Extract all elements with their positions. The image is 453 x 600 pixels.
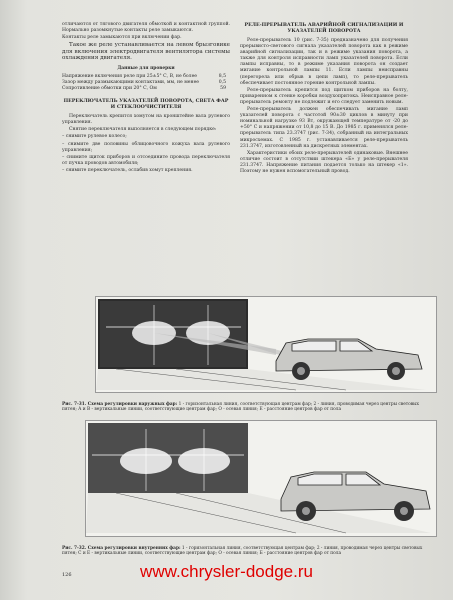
figure-inner-headlights — [85, 420, 437, 537]
inner-headlights-diagram-icon — [86, 421, 436, 536]
intro-line-1: отличаются от тягового двигателя обмоткой и контактной группой. Нормально разомкнутые контакты реле замыкаются. — [62, 22, 230, 34]
body-paragraph: Реле-прерыватель 10 (рис. 7-35) предназначено для получения прерывисто-светового сигнала указателей поворота как в режиме аварийной сигнализации, так и в режиме указания поворота, а также для контроля исправности ламп указателей поворота. Если лампы исправны, то в режиме указания поворота он создает мигание контрольной лампы 11. Если лампы неисправны (перегорела или обрыв в цепи ламп), то реле-прерыватель обеспечивает постоянное горение контрольной лампы. — [240, 38, 408, 86]
section-title-switch: ПЕРЕКЛЮЧАТЕЛЬ УКАЗАТЕЛЕЙ ПОВОРОТА, СВЕТА ФАР И СТЕКЛООЧИСТИТЕЛЯ — [63, 98, 229, 111]
caption-figure-2 — [62, 546, 434, 557]
lead-paragraph: Такое же реле устанавливается на левом брызговике для включения электродвигателя вентилятора системы охлаждения двигателя. — [62, 42, 230, 62]
left-column — [62, 22, 230, 175]
body-list-item: – снимите щиток приборов и отсоедините провода переключателя от пучка проводов автомобиля; — [62, 154, 230, 166]
spec-value: 0,5 — [218, 79, 226, 85]
caption-figure-1 — [62, 402, 434, 413]
caption-body: 1 - горизонтальная линия, соответствующая центрам фар; 2 - линия, проводимая через центры световых пятен; А и В - вертикальные линии, соответствующие центрам фар; О - осевая линия; Е - расстояние центров фар от пола — [62, 402, 419, 413]
figure-outer-headlights — [95, 296, 437, 393]
specs-title: Данные для проверки — [117, 65, 175, 71]
body-list-item: – снимите рулевое колесо; — [62, 134, 127, 140]
body-paragraph: Реле-прерыватель крепится под щитком приборов на болту, приваренном к стенке коробки воздухопритока. Неисправное реле-прерыватель ремонту не подлежит и его следует заменить новым. — [240, 87, 408, 105]
right-column — [240, 22, 408, 176]
body-list-item: – снимите переключатель, ослабив хомут крепления. — [62, 167, 193, 173]
caption-title: Рис. 7-31. Схема регулировки наружных фар: — [62, 402, 178, 407]
spec-label: Зазор между размыкающими контактами, мм, не менее — [62, 79, 200, 85]
body-paragraph: Снятие переключателя выполняется в следующем порядке: — [69, 127, 217, 133]
spec-value: 8,5 — [218, 73, 226, 79]
caption-body: 1 - горизонтальная линия, соответствующая центрам фар; 2 - линия, проводимая через центры световых пятен; С и Е - вертикальные линии, соответствующие центрам фар; О - осевая линия; Б - расстояние центров фар от пола — [62, 546, 423, 557]
body-paragraph: Переключатель крепится хомутом на кронштейне вала рулевого управления. — [62, 114, 230, 126]
watermark: www.chrysler-dodge.ru — [140, 562, 313, 581]
intro-line-2: Контакты реле замыкаются при включении фар. — [62, 35, 182, 41]
specs-list — [62, 74, 230, 92]
body-paragraph: Характеристики обоих реле-прерывателей одинаковые. Внешнее отличие состоит в отсутствии штекера «Б» у реле-прерывателя 231.3747. Напряжение питания подается только на штекер «1». Поэтому не нужен вспомогательный провод. — [240, 150, 408, 174]
outer-headlights-diagram-icon — [96, 297, 436, 392]
spec-value: 59 — [220, 86, 226, 92]
body-list-item: – снимите две половины облицовочного кожуха вала рулевого управления; — [62, 141, 230, 153]
body-paragraph: Реле-прерыватель должен обеспечивать мигание ламп указателей поворота с частотой 90±30 циклов в минуту при номинальной нагрузке 93 Вт, окружающей температуре от -20 до +50° С и напряжении от 10,8 до 15 В. До 1985 г. применялся реле-прерыватель типа 23.3747 (рис. 7-34), собранный на интегральных микросхемах. С 1985 г. устанавливается реле-прерыватель 231.3747, изготовленный на дискретных элементах. — [240, 107, 408, 149]
page-number: 126 — [62, 572, 72, 578]
spec-row — [62, 86, 230, 92]
section-title-relay: РЕЛЕ-ПРЕРЫВАТЕЛЬ АВАРИЙНОЙ СИГНАЛИЗАЦИИ И УКАЗАТЕЛЕЙ ПОВОРОТА — [244, 22, 404, 34]
spec-label: Сопротивление обмотки при 20° С, Ом — [62, 86, 157, 92]
caption-title: Рис. 7-32. Схема регулировки внутренних фар: — [62, 546, 181, 551]
spec-label: Напряжение включения реле при 25±5° С, В, не более — [62, 73, 198, 79]
